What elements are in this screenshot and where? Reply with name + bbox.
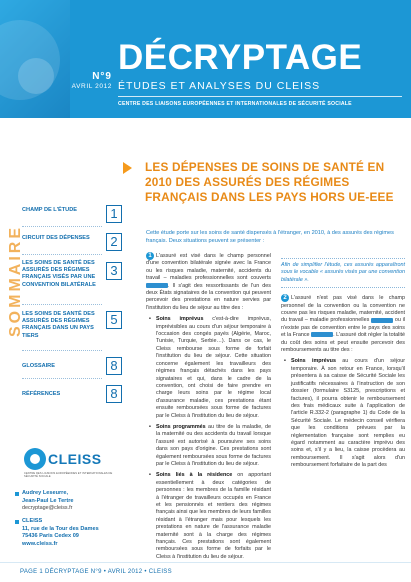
issue-number: N°9 xyxy=(92,71,112,82)
address-line-2: 75436 Paris Cedex 09 xyxy=(22,533,79,540)
info-link-icon[interactable] xyxy=(371,318,393,323)
bullet-icon xyxy=(15,492,19,496)
paragraph-2: 2 L'assuré n'est pas visé dans le champ personnel de la convention ou la convention ne couvre pas les risques maladie, maternité, accident du travail – maladie professionnelles ou il n'existe pas de convention entre le pays des soins et la France . L'assuré doit régler la totalité du coût des soins et peut ensuite percevoir des remboursements au titre des : xyxy=(281,295,406,354)
bullet-list-1 xyxy=(146,316,271,561)
cleiss-logo xyxy=(24,448,113,478)
p2-text: L'assuré n'est pas visé dans le champ personnel de la convention ou la convention ne couvre pas les risques maladie, maternité, accident du travail – maladie professionnelles xyxy=(281,295,405,324)
p1-continuation: Il s'agit des ressortissants de l'un des deux États signataires de la convention qui peuvent percevoir des prestations en nature servies par l'institution du lieu de séjour au titre des : xyxy=(146,282,271,311)
number-badge: 1 xyxy=(146,252,154,260)
publication-subtitle: ÉTUDES ET ANALYSES DU CLEISS xyxy=(118,80,321,92)
header-divider xyxy=(118,96,402,97)
toc-label: CHAMP DE L'ÉTUDE xyxy=(22,207,77,213)
toc-separator xyxy=(22,378,102,379)
address-line-1: 11, rue de la Tour des Dames xyxy=(22,525,99,532)
list-item-title: Soins imprévus xyxy=(156,316,204,323)
list-item xyxy=(146,472,271,561)
issue-date: AVRIL 2012 xyxy=(71,83,112,90)
contact-email[interactable]: decryptage@cleiss.fr xyxy=(22,505,73,512)
toc-page-number: 8 xyxy=(106,385,122,403)
list-item-text: au cours d'un séjour temporaire. À son retour en France, lorsqu'il présentera à sa caisse de Sécurité Sociale les justificatifs nécessaires à l'instruction de son dossier (formulaire S3125, prescriptions et factures), il pourra obtenir le remboursement des frais médicaux suite à l'application de l'article R.332-2 (paragraphe 1) du Code de la Sécurité Sociale. Le médecin conseil vérifiera que les conditions prévues par la réglementation française sont remplies eu égard notamment au caractère imprévu des soins et, s'il y a lieu, la caisse procèdera au remboursement. Il s'agit alors d'un remboursement forfaitaire de la part des xyxy=(291,358,405,469)
toc-separator xyxy=(22,304,102,305)
list-item xyxy=(146,424,271,468)
list-item-title: Soins programmés xyxy=(156,423,206,430)
column-left xyxy=(146,252,271,565)
toc-label: LES SOINS DE SANTÉ DES ASSURÉS DES RÉGIMES FRANÇAIS VISÉS PAR UNE CONVENTION BILATÉRALE xyxy=(22,260,96,288)
list-item xyxy=(146,316,271,420)
sommaire-text: SOMMAIRE xyxy=(7,225,24,337)
list-item-title: Soins imprévus xyxy=(291,358,336,365)
paragraph-1: 1 L'assuré est visé dans le champ personnel d'une convention bilatérale signée avec la France ou les risques maladie, maternité, accidents du travail – maladies professionnelles sont couverts . Il s'agit des ressortissants de l'un des deux États signataires de la convention qui peuvent percevoir des prestations en nature servies par l'institution du lieu de séjour au titre des : xyxy=(146,253,271,311)
number-badge: 2 xyxy=(281,294,289,302)
toc-page-number: 3 xyxy=(106,262,122,280)
authors-block xyxy=(22,490,130,513)
list-item-text: on apportant essentiellement à deux catégories de personnes : les membres de la famille résidant à l'étranger de travailleurs occupés en France et les pensionnés et rentiers des régimes français ainsi que les membres de leurs familles résidant à l'étranger mais pour lesquels les prestations en nature de l'assurance maladie maternité sont à la charge des régimes français. Ces prestations sont également remboursées sous forme de forfaits par le Cleiss à l'institution du lieu de séjour. xyxy=(156,472,271,560)
bullet-icon xyxy=(15,520,19,524)
issue-info xyxy=(66,71,112,90)
list-item xyxy=(281,358,405,469)
arrow-icon xyxy=(123,162,132,174)
footer-text: PAGE 1 DÉCRYPTAGE N°9 • AVRIL 2012 • CLEISS xyxy=(20,569,172,575)
toc-label: CIRCUIT DES DÉPENSES xyxy=(22,235,90,241)
decorative-circles xyxy=(0,0,70,118)
column-right xyxy=(281,252,405,474)
org-name: CLEISS xyxy=(22,518,43,524)
article-headline: LES DÉPENSES DE SOINS DE SANTÉ EN 2010 DES ASSURÉS DES RÉGIMES FRANÇAIS DANS LES PAYS HORS UE-EEE xyxy=(145,160,394,204)
toc-page-number: 2 xyxy=(106,233,122,251)
toc-separator xyxy=(22,350,102,351)
address-block xyxy=(22,518,130,548)
toc-separator xyxy=(22,254,102,255)
toc-page-number: 1 xyxy=(106,205,122,223)
list-item-title: Soins liés à la résidence xyxy=(156,472,233,479)
cleiss-logo-icon xyxy=(24,448,46,470)
publication-title: DÉCRYPTAGE xyxy=(118,38,363,77)
info-link-icon[interactable] xyxy=(146,283,168,288)
p2-text-c: L'assuré doit régler la totalité du coût des soins et peut ensuite percevoir des remboursements au titre des : xyxy=(281,332,406,354)
toc-separator xyxy=(22,226,102,227)
article-lead: Cette étude porte sur les soins de santé dispensés à l'étranger, en 2010, à des assurés des régimes français. Deux situations peuvent se présenter : xyxy=(146,230,394,244)
toc-label: GLOSSAIRE xyxy=(22,363,55,369)
info-link-icon[interactable] xyxy=(311,332,333,337)
toc-label: RÉFÉRENCES xyxy=(22,391,61,397)
callout-note: Afin de simplifier l'étude, ces assurés apparaîtront sous le vocable « assurés visés par une convention bilatérale ». xyxy=(281,258,405,288)
page-footer xyxy=(0,562,411,582)
masthead xyxy=(0,0,411,118)
author-name: Audrey Leseurre, xyxy=(22,490,69,496)
p1-text: L'assuré est visé dans le champ personnel d'une convention bilatérale signée avec la France ou les risques maladie, maternité, accidents du travail – maladies professionnelles sont couverts xyxy=(146,253,271,282)
website-link[interactable]: www.cleiss.fr xyxy=(22,540,58,547)
list-item-text: c'est-à-dire imprévus, imprévisibles au cours d'un séjour temporaire à l'occasion des congés payés (Algérie, Maroc, Tunisie, Turquie, Serbie…). Dans ce cas, le Cleiss rembourse sous forme de forfait l'institution du lieu de séjour. Cette situation concerne également les travailleurs des régimes français détachés dans les pays signataires et qui, dans le cadre de la convention, ont choisi de faire prendre en charge leurs soins par le régime local d'assurance maladie, ces prestations étant ensuite remboursées sous forme de factures par le Cleiss à l'institution du lieu de séjour. xyxy=(156,316,271,419)
toc-label: LES SOINS DE SANTÉ DES ASSURÉS DES RÉGIMES FRANÇAIS DANS UN PAYS TIERS xyxy=(22,311,95,339)
toc-page-number: 5 xyxy=(106,311,122,329)
list-item-text: au titre de la maladie, de la maternité ou des accidents du travail lorsque l'assuré est autorisé à poursuivre ses soins dans son pays d'origine. Ces prestations sont également remboursées sous forme de factures par le Cleiss à l'institution du lieu de séjour. xyxy=(156,423,271,467)
toc-page-number: 8 xyxy=(106,357,122,375)
bullet-list-2 xyxy=(281,358,405,469)
p2-text-b: ou il n'existe pas de convention entre le pays des soins et la France xyxy=(281,317,406,339)
logo-text: CLEISS xyxy=(48,451,102,467)
logo-tagline: CENTRE DES LIAISONS EUROPÉENNES ET INTERNATIONALES DE SÉCURITÉ SOCIALE xyxy=(24,472,113,478)
sommaire-vertical-label xyxy=(2,225,24,338)
organization-name: CENTRE DES LIAISONS EUROPÉENNES ET INTERNATIONALES DE SÉCURITÉ SOCIALE xyxy=(118,101,352,107)
author-name-2: Jean-Paul Le Tertre xyxy=(22,497,74,504)
